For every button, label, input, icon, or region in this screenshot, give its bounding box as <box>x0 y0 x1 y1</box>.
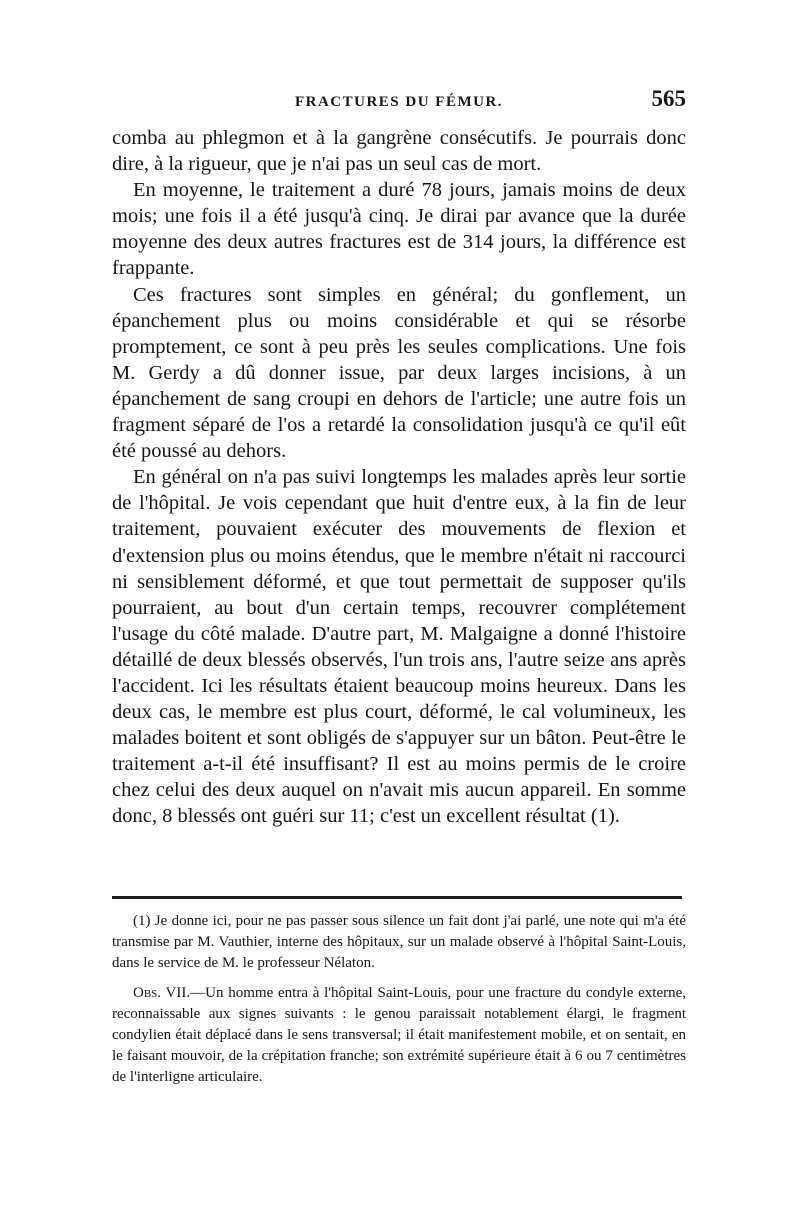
observation-note <box>112 983 686 1088</box>
footnote-divider <box>112 896 682 899</box>
footnotes-block <box>112 911 686 1088</box>
observation-text: —Un homme entra à l'hôpital Saint-Louis, pour une fracture du condyle externe, reconnaissable aux signes suivants : le genou paraissait notablement élargi, le fragment condylien était déplacé dans le sens transversal; il était manifestement mobile, et on sentait, en le faisant mouvoir, de la crépitation franche; son extrémité supérieure était à 6 ou 7 centimètres de l'interligne articulaire. <box>112 985 687 1085</box>
observation-label: Obs. VII. <box>133 985 191 1001</box>
paragraph-3: Ces fractures sont simples en général; du gonflement, un épanchement plus ou moins considérable et qui se résorbe promptement, ce sont à peu près les seules complications. Une fois M. Gerdy a dû donner issue, par deux larges incisions, à un épanchement de sang croupi en dehors de l'article; une autre fois un fragment séparé de l'os a retardé la consolidation jusqu'à ce qu'il eût été poussé au dehors. <box>112 283 686 463</box>
running-header <box>112 86 686 122</box>
chapter-running-title: FRACTURES DU FÉMUR. <box>294 94 504 110</box>
paragraph-1: comba au phlegmon et à la gangrène consécutifs. Je pourrais donc dire, à la rigueur, que je n'ai pas un seul cas de mort. <box>112 127 686 176</box>
footnote-1: (1) Je donne ici, pour ne pas passer sous silence un fait dont j'ai parlé, une note qui m'a été transmise par M. Vauthier, interne des hôpitaux, sur un malade observé à l'hôpital Saint-Louis, dans le service de M. le professeur Nélaton. <box>112 913 686 971</box>
paragraph-2: En moyenne, le traitement a duré 78 jours, jamais moins de deux mois; une fois il a été jusqu'à cinq. Je dirai par avance que la durée moyenne des deux autres fractures est de 314 jours, la différence est frappante. <box>112 179 686 280</box>
paragraph-4: En général on n'a pas suivi longtemps les malades après leur sortie de l'hôpital. Je vois cependant que huit d'entre eux, à la fin de leur traitement, pouvaient exécuter des mouvements de flexion et d'extension plus ou moins étendus, que le membre n'était ni raccourci ni sensiblement déformé, et que tout permettait de supposer qu'ils pourraient, au bout d'un certain temps, recouvrer complétement l'usage du côté malade. D'autre part, M. Malgaigne a donné l'histoire détaillé de deux blessés observés, l'un trois ans, l'autre seize ans après l'accident. Ici les résultats étaient beaucoup moins heureux. Dans les deux cas, le membre est plus court, déformé, le cal volumineux, les malades boitent et sont obligés de s'appuyer sur un bâton. Peut-être le traitement a-t-il été insuffisant? Il est au moins permis de le croire chez celui des deux auquel on n'avait mis aucun appareil. En somme donc, 8 blessés ont guéri sur 11; c'est un excellent résultat (1). <box>112 466 686 828</box>
main-text-block <box>112 125 686 830</box>
page-number: 565 <box>651 86 686 111</box>
